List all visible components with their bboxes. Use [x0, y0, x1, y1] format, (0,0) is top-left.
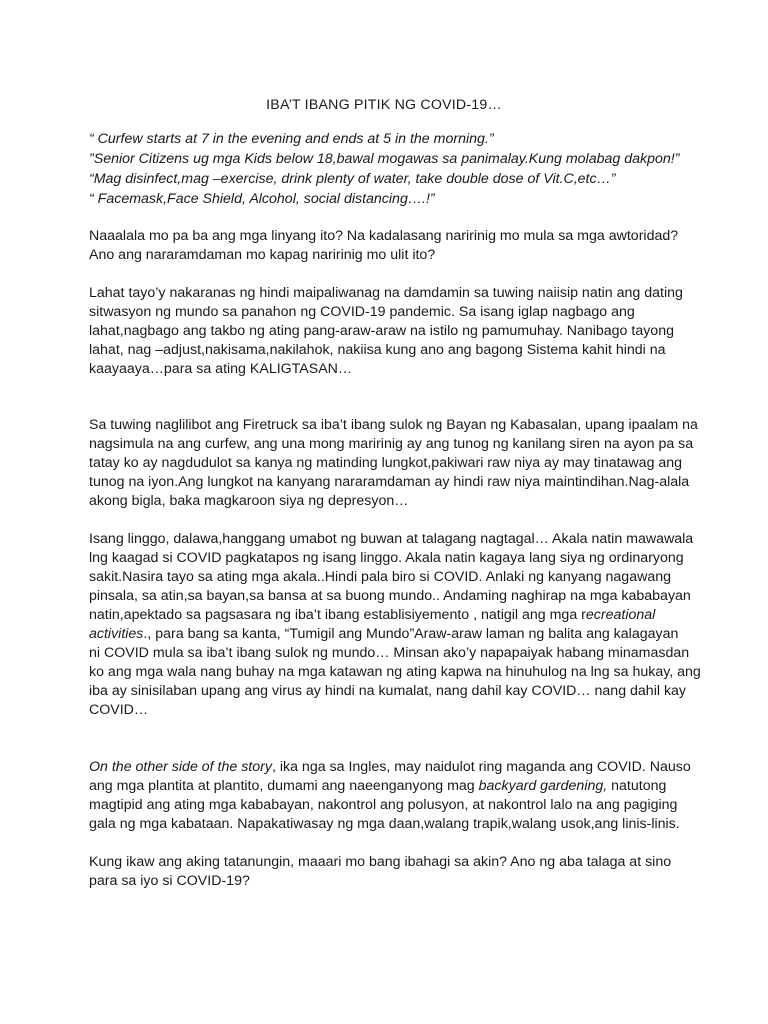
- paragraph-line: sitwasyon ng mundo sa panahon ng COVID-19 pandemic. Sa isang iglap nagbago ang: [89, 304, 635, 320]
- text-run: ang mga plantita at plantito, dumami ang naeenganyong mag: [89, 778, 479, 794]
- quote-line: “Mag disinfect,mag –exercise, drink plenty of water, take double dose of Vit.C,etc…”: [89, 171, 616, 187]
- paragraph-line: Kung ikaw ang aking tatanungin, maaari mo bang ibahagi sa akin? Ano ng aba talaga at sino: [89, 854, 672, 870]
- text-run: ., para bang sa kanta, “Tumigil ang Mundo”Araw-araw laman ng balita ang kalagayan: [143, 626, 679, 642]
- paragraph-line: Isang linggo, dalawa,hanggang umabot ng buwan at talagang nagtagal… Akala natin mawawala: [89, 531, 694, 547]
- paragraph-line: lahat,nagbago ang takbo ng ating pang-araw-araw na istilo ng pamumuhay. Nanibago tayong: [89, 323, 674, 339]
- italic-text-run: backyard gardening,: [478, 778, 608, 794]
- paragraph-line: nagsimula na ang curfew, ang una mong maririnig ay ang tunog ng kanilang siren na ayon pa sa: [89, 436, 694, 452]
- italic-text-run: On the other side of the story: [89, 759, 272, 775]
- quote-line: ”Senior Citizens ug mga Kids below 18,bawal mogawas sa panimalay.Kung molabag dakpon!”: [89, 151, 680, 167]
- paragraph-line: Sa tuwing naglilibot ang Firetruck sa iba’t ibang sulok ng Bayan ng Kabasalan, upang ipaalam na: [89, 417, 698, 433]
- paragraph-line: para sa iyo si COVID-19?: [89, 873, 250, 889]
- italic-text-run: ecreational: [585, 607, 656, 623]
- paragraph-line: [89, 777, 666, 796]
- paragraph-line: ko ang mga wala nang buhay na mga katawan ng ating kapwa na hinuhulog na lng sa hukay, ang: [89, 664, 701, 680]
- paragraph-line: Lahat tayo’y nakaranas ng hindi maipaliwanag na damdamin sa tuwing naiisip natin ang dating: [89, 285, 683, 301]
- paragraph-line: akong bigla, baka magkaroon siya ng depresyon…: [89, 493, 409, 509]
- text-run: natin,apektado sa pagsasara ng iba’t ibang establisiyemento , natigil ang mga r: [89, 607, 586, 623]
- paragraph-line: tatay ko ay nagdudulot sa kanya ng matinding lungkot,pakiwari raw niya ay may tinatawag ang: [89, 455, 683, 471]
- text-run: , ika nga sa Ingles, may naidulot ring maganda ang COVID. Nauso: [271, 759, 691, 775]
- paragraph-line: COVID…: [89, 702, 149, 718]
- quote-line: “ Curfew starts at 7 in the evening and ends at 5 in the morning.”: [89, 131, 494, 147]
- paragraph-line: [89, 625, 678, 644]
- paragraph-line: [89, 758, 691, 777]
- paragraph-line: tunog na iyon.Ang lungkot na kanyang nararamdaman ay hindi raw niya maintindihan.Nag-alala: [89, 474, 690, 490]
- document-title: IBA’T IBANG PITIK NG COVID-19…: [266, 97, 502, 113]
- paragraph-line: iba ay sinisilaban upang ang virus ay hindi na kumalat, nang dahil kay COVID… nang dahil kay: [89, 683, 687, 699]
- paragraph-line: [89, 606, 655, 625]
- paragraph-line: Naaalala mo pa ba ang mga linyang ito? Na kadalasang naririnig mo mula sa mga awtoridad?: [89, 228, 679, 244]
- paragraph-line: ni COVID mula sa iba’t ibang sulok ng mundo… Minsan ako’y napapaiyak habang minamasdan: [89, 645, 690, 661]
- italic-text-run: activities: [89, 626, 144, 642]
- paragraph-line: lng kaagad si COVID pagkatapos ng isang linggo. Akala natin kagaya lang siya ng ordinaryong: [89, 550, 684, 566]
- paragraph-line: kaayaaya…para sa ating KALIGTASAN…: [89, 361, 353, 377]
- paragraph-line: pinsala, sa atin,sa bayan,sa bansa at sa buong mundo.. Andaming naghirap na mga kababayan: [89, 588, 691, 604]
- paragraph-line: magtipid ang ating mga kababayan, nakontrol ang polusyon, at nakontrol lalo na ang pagiging: [89, 797, 678, 813]
- quote-line: “ Facemask,Face Shield, Alcohol, social distancing….!”: [89, 191, 435, 207]
- text-run: natutong: [607, 778, 667, 794]
- paragraph-line: Ano ang nararamdaman mo kapag naririnig mo ulit ito?: [89, 247, 436, 263]
- paragraph-line: sakit.Nasira tayo sa ating mga akala..Hindi pala biro si COVID. Anlaki ng kanyang nagawang: [89, 569, 672, 585]
- paragraph-line: gala ng mga kabataan. Napakatiwasay ng mga daan,walang trapik,walang usok,ang linis-linis.: [89, 816, 680, 832]
- paragraph-line: lahat, nag –adjust,nakisama,nakilahok, nakiisa kung ano ang bagong Sistema kahit hindi na: [89, 342, 666, 358]
